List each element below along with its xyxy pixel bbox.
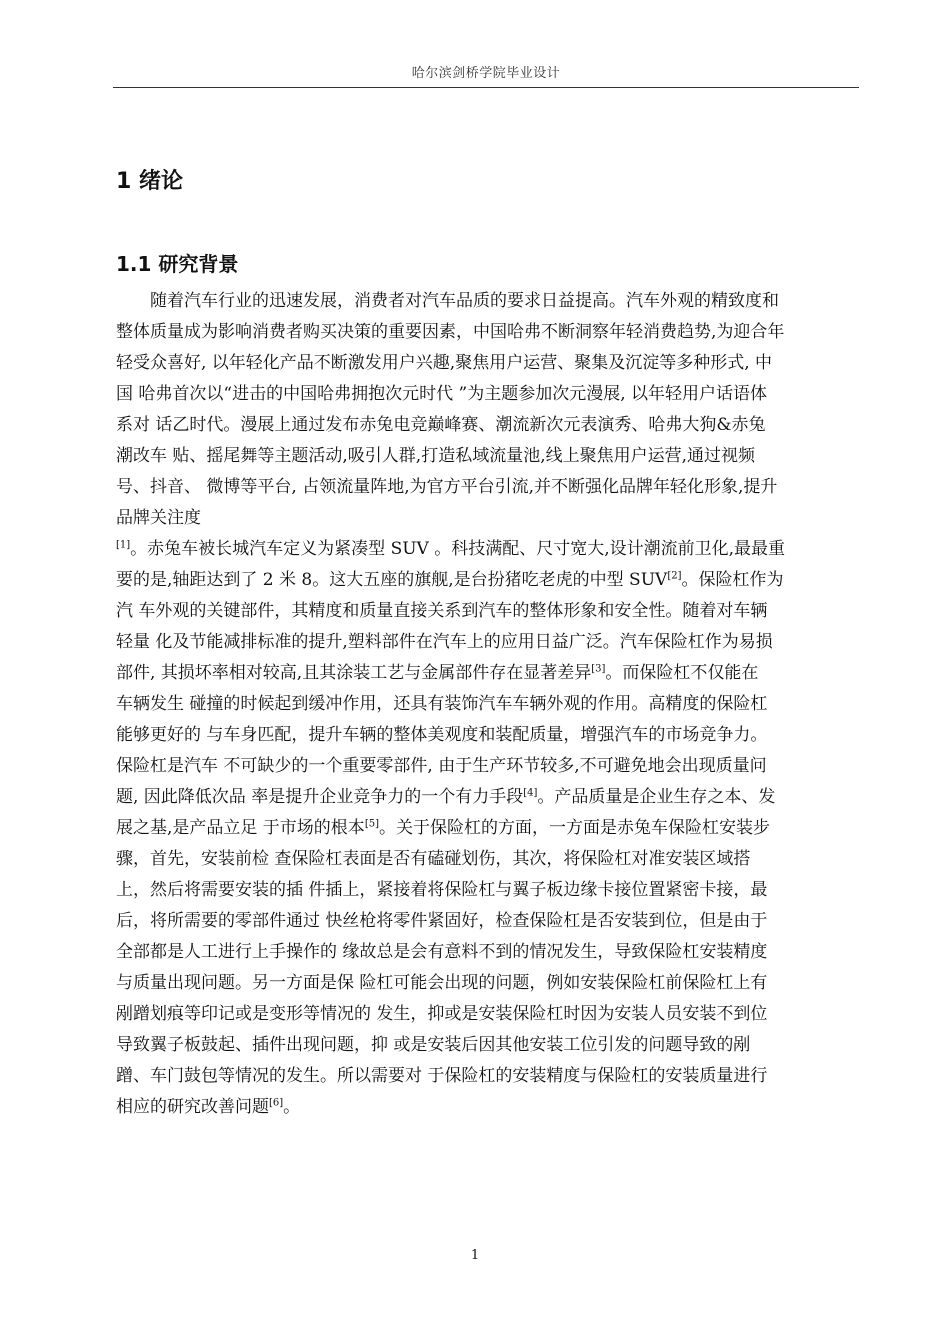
- text-line: [116, 534, 862, 565]
- text-line: [116, 906, 862, 937]
- line-text: 。赤兔车被长城汽车定义为紧凑型 SUV 。科技满配、尺寸宽大,设计潮流前卫化,最最重: [130, 539, 786, 559]
- line-text: 题, 因此降低次品 率是提升企业竞争力的一个有力手段: [116, 787, 524, 807]
- line-text: 整体质量成为影响消费者购买决策的重要因素，中国哈弗不断洞察年轻消费趋势,为迎合年: [116, 322, 785, 342]
- line-text: 后，将所需要的零部件通过 快丝枪将零件紧固好，检查保险杠是否安装到位，但是由于: [116, 911, 768, 931]
- text-line: [116, 317, 862, 348]
- line-text: 蹭、车门鼓包等情况的发生。所以需要对 于保险杠的安装精度与保险杠的安装质量进行: [116, 1066, 768, 1086]
- text-line: [116, 999, 862, 1030]
- line-text: 车辆发生 碰撞的时候起到缓冲作用，还具有装饰汽车车辆外观的作用。高精度的保险杠: [116, 694, 768, 714]
- text-line: [116, 627, 862, 658]
- chapter-heading: 1 绪论: [116, 169, 183, 194]
- line-text: 。而保险杠不仅能在: [605, 663, 759, 683]
- line-text: 号、抖音、 微博等平台, 占领流量阵地,为官方平台引流,并不断强化品牌年轻化形象,提升: [116, 477, 778, 497]
- line-text: 导致翼子板鼓起、插件出现问题，抑 或是安装后因其他安装工位引发的问题导致的剐: [116, 1035, 751, 1055]
- text-line: [116, 1061, 862, 1092]
- citation-ref: [6]: [269, 1097, 284, 1109]
- line-text: 随着汽车行业的迅速发展，消费者对汽车品质的要求日益提高。汽车外观的精致度和: [150, 291, 779, 311]
- text-line: [116, 751, 862, 782]
- citation-ref: [3]: [591, 663, 606, 675]
- text-line: [116, 503, 862, 534]
- line-text: 骤，首先，安装前检 查保险杠表面是否有磕碰划伤，其次，将保险杠对准安装区域搭: [116, 849, 751, 869]
- text-line: [116, 348, 862, 379]
- text-line: [116, 565, 862, 596]
- text-line: [116, 968, 862, 999]
- page-header: 哈尔滨剑桥学院毕业设计: [411, 66, 561, 81]
- text-line: [116, 689, 862, 720]
- line-text: 。: [283, 1097, 301, 1117]
- citation-ref: [4]: [523, 787, 538, 799]
- text-line: [116, 813, 862, 844]
- text-line: [116, 472, 862, 503]
- body-text: [116, 286, 862, 1123]
- line-text: 汽 车外观的关键部件，其精度和质量直接关系到汽车的整体形象和安全性。随着对车辆: [116, 601, 768, 621]
- line-text: 能够更好的 与车身匹配，提升车辆的整体美观度和装配质量，增强汽车的市场竞争力。: [116, 725, 768, 745]
- header-divider: [113, 87, 859, 88]
- text-line: [116, 379, 862, 410]
- line-text: 国 哈弗首次以“进击的中国哈弗拥抱次元时代 ”为主题参加次元漫展, 以年轻用户话语体: [116, 384, 767, 404]
- line-text: 轻量 化及节能减排标准的提升,塑料部件在汽车上的应用日益广泛。汽车保险杠作为易损: [116, 632, 773, 652]
- line-text: 保险杠是汽车 不可缺少的一个重要零部件, 由于生产环节较多,不可避免地会出现质量问: [116, 756, 767, 776]
- text-line: [116, 1092, 862, 1123]
- line-text: 部件, 其损坏率相对较高,且其涂装工艺与金属部件存在显著差异: [116, 663, 592, 683]
- text-line: [116, 720, 862, 751]
- citation-ref: [1]: [116, 539, 131, 551]
- line-text: 相应的研究改善问题: [116, 1097, 269, 1117]
- line-text: 上，然后将需要安装的插 件插上，紧接着将保险杠与翼子板边缘卡接位置紧密卡接，最: [116, 880, 768, 900]
- text-line: [116, 658, 862, 689]
- line-text: 剐蹭划痕等印记或是变形等情况的 发生，抑或是安装保险杠时因为安装人员安装不到位: [116, 1004, 768, 1024]
- text-line: [116, 782, 862, 813]
- text-line: [116, 441, 862, 472]
- line-text: 轻受众喜好, 以年轻化产品不断激发用户兴趣,聚焦用户运营、聚集及沉淀等多种形式, 中: [116, 353, 773, 373]
- text-line: [116, 937, 862, 968]
- line-text: 要的是,轴距达到了 2 米 8。这大五座的旗舰,是台扮猪吃老虎的中型 SUV: [116, 570, 668, 590]
- text-line: [116, 286, 862, 317]
- line-text: 。产品质量是企业生存之本、发: [537, 787, 776, 807]
- line-text: 品牌关注度: [116, 508, 201, 528]
- line-text: 与质量出现问题。另一方面是保 险杠可能会出现的问题，例如安装保险杠前保险杠上有: [116, 973, 768, 993]
- line-text: 展之基,是产品立足 于市场的根本: [116, 818, 365, 838]
- line-text: 潮改车 贴、摇尾舞等主题活动,吸引人群,打造私域流量池,线上聚焦用户运营,通过视频: [116, 446, 756, 466]
- text-line: [116, 410, 862, 441]
- text-line: [116, 1030, 862, 1061]
- section-heading: 1.1 研究背景: [116, 252, 239, 276]
- citation-ref: [5]: [364, 818, 379, 830]
- line-text: 系对 话乙时代。漫展上通过发布赤兔电竞巅峰赛、潮流新次元表演秀、哈弗大狗&赤兔: [116, 415, 766, 435]
- page-number: 1: [470, 1248, 480, 1263]
- text-line: [116, 596, 862, 627]
- text-line: [116, 875, 862, 906]
- citation-ref: [2]: [667, 570, 682, 582]
- line-text: 。关于保险杠的方面，一方面是赤兔车保险杠安装步: [378, 818, 770, 838]
- text-line: [116, 844, 862, 875]
- line-text: 。保险杠作为: [681, 570, 784, 590]
- line-text: 全部都是人工进行上手操作的 缘故总是会有意料不到的情况发生，导致保险杠安装精度: [116, 942, 768, 962]
